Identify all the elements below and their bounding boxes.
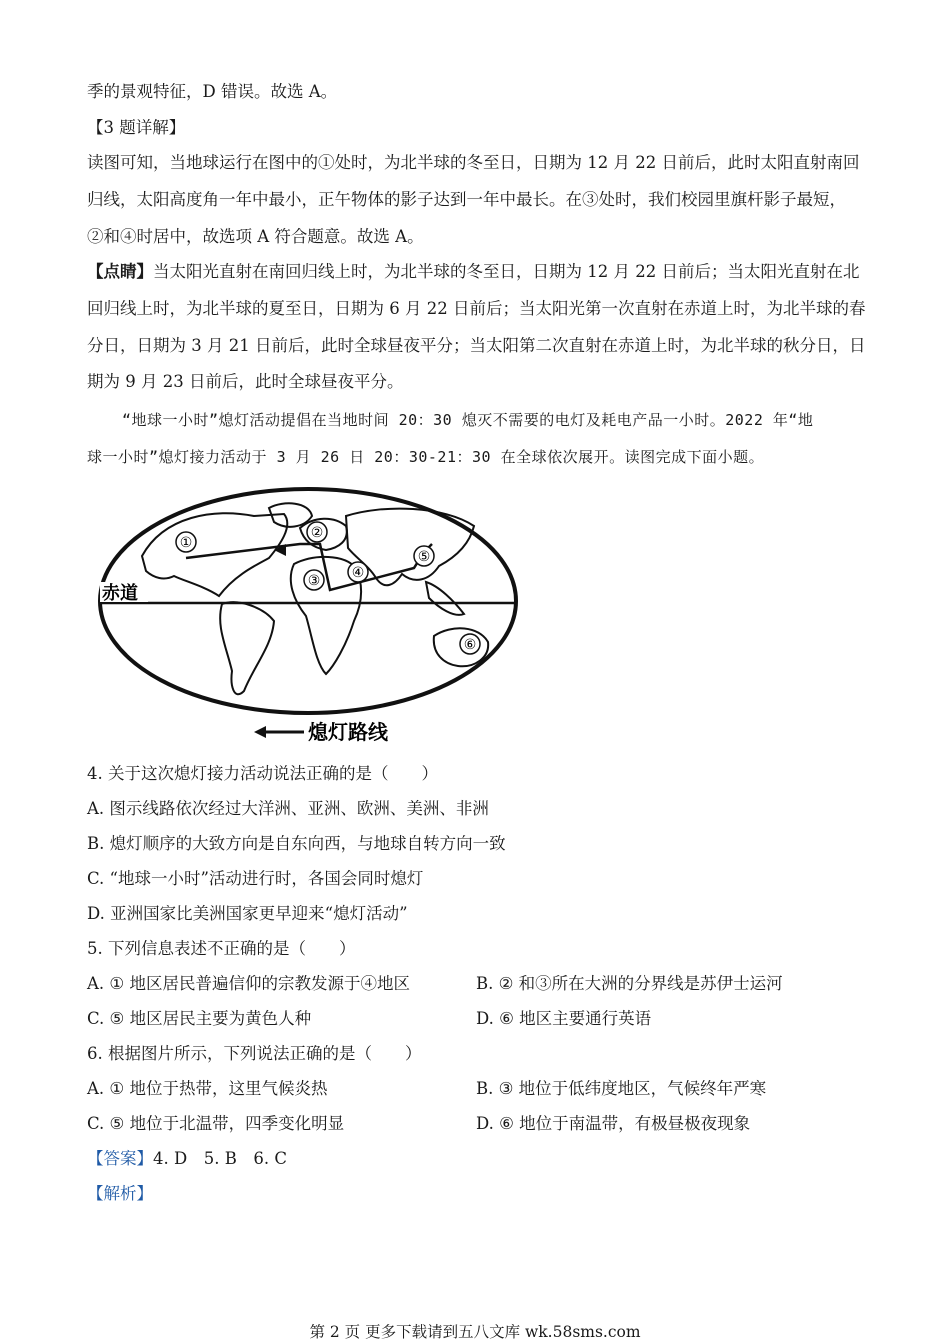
marker-1 xyxy=(176,532,196,552)
legend-arrow xyxy=(254,726,266,738)
paragraph-line: 读图可知，当地球运行在图中的①处时，为北半球的冬至日，日期为 12 月 22 日前后，此时太阳直射南回 xyxy=(87,153,860,172)
tip-paragraph xyxy=(87,261,859,283)
tip-heading: 【点睛】 xyxy=(87,262,153,281)
intro-line: “地球一小时”熄灯活动提倡在当地时间 20：30 熄灭不需要的电灯及耗电产品一小时。2022 年“地 xyxy=(122,411,814,429)
svg-text:⑤: ⑤ xyxy=(417,549,431,565)
option-5c: C. ⑤ 地区居民主要为黄色人种 xyxy=(87,1009,312,1028)
option-6a: A. ① 地位于热带，这里气候炎热 xyxy=(87,1079,328,1098)
paragraph-line: 归线，太阳高度角一年中最小，正午物体的影子达到一年中最长。在③处时，我们校园里旗杆影子最短， xyxy=(87,190,846,209)
world-map-figure xyxy=(94,486,534,748)
paragraph-line: 期为 9 月 23 日前后，此时全球昼夜平分。 xyxy=(87,372,404,391)
page-footer: 第 2 页 更多下载请到五八文库 wk.58sms.com xyxy=(309,1323,641,1341)
option-4c: C. “地球一小时”活动进行时，各国会同时熄灯 xyxy=(87,869,424,888)
southeast-asia-shape xyxy=(426,582,464,615)
option-6d: D. ⑥ 地位于南温带，有极昼极夜现象 xyxy=(476,1114,751,1133)
option-5d: D. ⑥ 地区主要通行英语 xyxy=(476,1009,652,1028)
svg-text:②: ② xyxy=(310,525,324,541)
option-4b: B. 熄灯顺序的大致方向是自东向西，与地球自转方向一致 xyxy=(87,834,506,853)
equator-label: 赤道 xyxy=(102,583,138,604)
marker-5 xyxy=(414,546,434,566)
option-5a: A. ① 地区居民普遍信仰的宗教发源于④地区 xyxy=(87,974,410,993)
legend-label: 熄灯路线 xyxy=(308,720,388,744)
option-4a: A. 图示线路依次经过大洋洲、亚洲、欧洲、美洲、非洲 xyxy=(87,799,489,818)
answer-text: 4. D 5. B 6. C xyxy=(153,1149,287,1168)
svg-text:⑥: ⑥ xyxy=(463,637,477,653)
marker-4 xyxy=(348,562,368,582)
svg-text:④: ④ xyxy=(351,565,365,581)
option-6b: B. ③ 地位于低纬度地区，气候终年严寒 xyxy=(476,1079,767,1098)
section-heading: 【3 题详解】 xyxy=(87,118,186,137)
marker-6 xyxy=(460,634,480,654)
option-6c: C. ⑤ 地位于北温带，四季变化明显 xyxy=(87,1114,345,1133)
paragraph-line: 回归线上时，为北半球的夏至日，日期为 6 月 22 日前后；当太阳光第一次直射在赤道上时，为北半球的春 xyxy=(87,299,866,318)
svg-text:③: ③ xyxy=(307,573,321,589)
analysis-heading: 【解析】 xyxy=(87,1184,153,1203)
paragraph-line: 分日，日期为 3 月 21 日前后，此时全球昼夜平分；当太阳第二次直射在赤道上时，为北半球的秋分日，日 xyxy=(87,336,866,355)
svg-text:①: ① xyxy=(179,535,193,551)
question-4: 4. 关于这次熄灯接力活动说法正确的是（ ） xyxy=(87,764,438,783)
paragraph-line: ②和④时居中，故选项 A 符合题意。故选 A。 xyxy=(87,227,424,246)
answer-line xyxy=(87,1148,287,1170)
south-america-shape xyxy=(220,602,274,694)
option-5b: B. ② 和③所在大洲的分界线是苏伊士运河 xyxy=(476,974,783,993)
option-4d: D. 亚洲国家比美洲国家更早迎来“熄灯活动” xyxy=(87,904,408,923)
paragraph-line: 季的景观特征，D 错误。故选 A。 xyxy=(87,82,338,101)
marker-3 xyxy=(304,570,324,590)
answer-heading: 【答案】 xyxy=(87,1149,153,1168)
marker-2 xyxy=(307,522,327,542)
question-6: 6. 根据图片所示，下列说法正确的是（ ） xyxy=(87,1044,422,1063)
tip-text: 当太阳光直射在南回归线上时，为北半球的冬至日，日期为 12 月 22 日前后；当太阳光直射在北 xyxy=(153,262,860,281)
question-5: 5. 下列信息表述不正确的是（ ） xyxy=(87,939,356,958)
intro-line: 球一小时”熄灯接力活动于 3 月 26 日 20：30-21：30 在全球依次展开。读图完成下面小题。 xyxy=(87,448,765,466)
